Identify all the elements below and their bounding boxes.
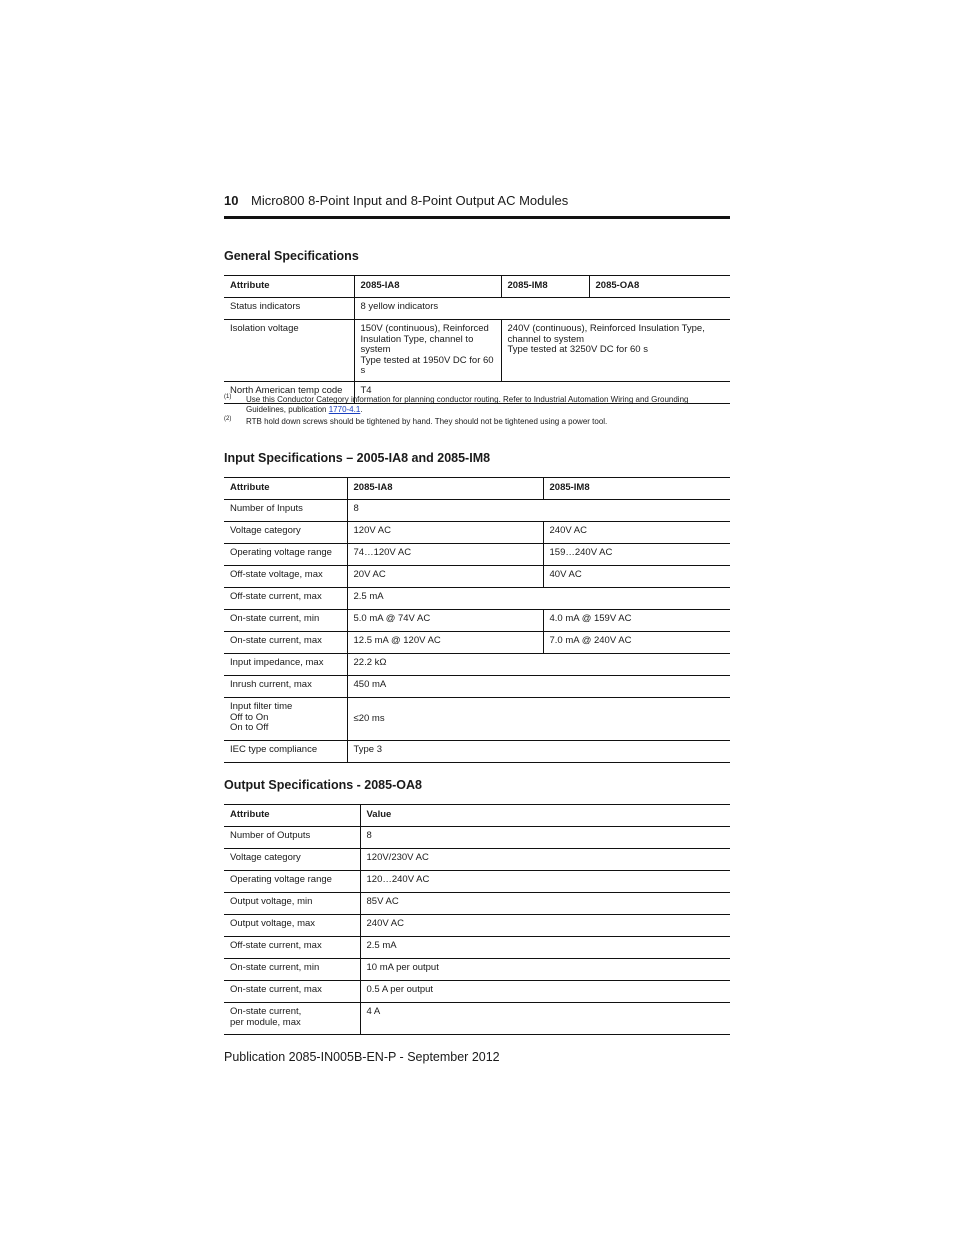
value-cell: 4 A — [360, 1003, 730, 1035]
column-header: 2085-IM8 — [543, 478, 730, 500]
value-cell: 240V AC — [360, 915, 730, 937]
value-cell: 5.0 mA @ 74V AC — [347, 610, 543, 632]
value-cell: ≤20 ms — [347, 698, 730, 741]
footnote — [224, 417, 730, 427]
table-row — [224, 871, 730, 893]
publication-footer: Publication 2085-IN005B-EN-P - September 2012 — [224, 1050, 500, 1064]
column-header: 2085-IM8 — [501, 276, 589, 298]
value-cell: 12.5 mA @ 120V AC — [347, 632, 543, 654]
value-cell: 120V/230V AC — [360, 849, 730, 871]
value-cell: 7.0 mA @ 240V AC — [543, 632, 730, 654]
footnote-mark: (1) — [224, 394, 232, 400]
value-cell: 120V AC — [347, 522, 543, 544]
attribute-cell: Status indicators — [230, 301, 301, 312]
output-specs-body — [224, 827, 730, 1035]
attribute-cell: Operating voltage range — [230, 874, 332, 885]
page-number: 10 — [224, 193, 239, 208]
general-specs-table — [224, 275, 730, 404]
value-cell: 2.5 mA — [360, 937, 730, 959]
input-specs-body — [224, 500, 730, 763]
value-cell: 450 mA — [347, 676, 730, 698]
column-header: 2085-OA8 — [589, 276, 730, 298]
attribute-cell: On-state current, max — [230, 984, 322, 995]
attribute-cell: Number of Inputs — [230, 503, 303, 514]
publication-link[interactable]: 1770-4.1 — [328, 405, 361, 414]
attribute-cell: Number of Outputs — [230, 830, 311, 841]
footnote-text: RTB hold down screws should be tightened by hand. They should not be tightened using a power tool. — [246, 417, 608, 426]
attribute-cell: Output voltage, max — [230, 918, 316, 929]
table-row — [224, 676, 730, 698]
value-cell: 40V AC — [543, 566, 730, 588]
attribute-cell: Voltage category — [230, 525, 301, 536]
value-cell: 85V AC — [360, 893, 730, 915]
value-cell: 10 mA per output — [360, 959, 730, 981]
table-row — [224, 698, 730, 741]
table-row — [224, 298, 730, 320]
attribute-cell: Inrush current, max — [230, 679, 312, 690]
value-cell: 240V AC — [543, 522, 730, 544]
table-row — [224, 849, 730, 871]
attribute-cell: Off-state voltage, max — [230, 569, 323, 580]
attribute-cell: Off-state current, max — [230, 940, 322, 951]
table-row — [224, 827, 730, 849]
value-cell: 74…120V AC — [347, 544, 543, 566]
value-cell: 150V (continuous), Reinforced Insulation Type, channel to system Type tested at 1950V DC for 60 s — [354, 320, 501, 382]
table-row — [224, 320, 730, 382]
table-row — [224, 741, 730, 763]
table-row — [224, 915, 730, 937]
table-header-row — [224, 805, 730, 827]
footnote — [224, 395, 730, 415]
footnote-end: . — [360, 405, 363, 414]
value-cell: Type 3 — [347, 741, 730, 763]
table-row — [224, 566, 730, 588]
table-row — [224, 544, 730, 566]
attribute-cell: Off-state current, max — [230, 591, 322, 602]
table-row — [224, 610, 730, 632]
column-header: Attribute — [230, 482, 270, 493]
column-header: Attribute — [230, 280, 270, 291]
general-specs-title: General Specifications — [224, 249, 359, 263]
value-cell: 20V AC — [347, 566, 543, 588]
attribute-cell: On-state current, max — [230, 635, 322, 646]
attribute-cell: Input filter time Off to On On to Off — [230, 701, 293, 733]
table-header-row — [224, 276, 730, 298]
attribute-cell: Input impedance, max — [230, 657, 324, 668]
footnote-mark: (2) — [224, 416, 232, 422]
value-cell: 4.0 mA @ 159V AC — [543, 610, 730, 632]
table-row — [224, 588, 730, 610]
table-row — [224, 522, 730, 544]
attribute-cell: Operating voltage range — [230, 547, 332, 558]
value-cell: 120…240V AC — [360, 871, 730, 893]
footnotes — [224, 395, 730, 429]
attribute-cell: Output voltage, min — [230, 896, 313, 907]
table-row — [224, 893, 730, 915]
table-row — [224, 500, 730, 522]
value-cell: 2.5 mA — [347, 588, 730, 610]
output-specs-title: Output Specifications - 2085-OA8 — [224, 778, 422, 792]
input-specs-table — [224, 477, 730, 763]
input-specs-title: Input Specifications – 2005-IA8 and 2085-IM8 — [224, 451, 491, 465]
table-row — [224, 981, 730, 1003]
table-row — [224, 937, 730, 959]
output-specs-table — [224, 804, 730, 1035]
value-cell: 22.2 kΩ — [347, 654, 730, 676]
table-header-row — [224, 478, 730, 500]
value-cell: 240V (continuous), Reinforced Insulation Type, channel to system Type tested at 3250V DC for 60 s — [501, 320, 730, 382]
table-row — [224, 959, 730, 981]
table-row — [224, 1003, 730, 1035]
value-cell: 8 — [360, 827, 730, 849]
attribute-cell: North American temp code — [230, 384, 343, 396]
attribute-cell: IEC type compliance — [230, 744, 318, 755]
column-header: 2085-IA8 — [354, 276, 501, 298]
column-header: 2085-IA8 — [347, 478, 543, 500]
footnote-text: Use this Conductor Category information for planning conductor routing. Refer to Industrial Automation Wiring and Grounding Guidelines, publication — [246, 395, 689, 414]
value-cell: 0.5 A per output — [360, 981, 730, 1003]
column-header: Attribute — [230, 809, 270, 820]
value-cell: T4 — [354, 381, 730, 403]
value-cell: 8 — [347, 500, 730, 522]
attribute-cell: On-state current, min — [230, 613, 320, 624]
attribute-cell: On-state current, min — [230, 962, 320, 973]
page-header — [224, 192, 730, 219]
document-title: Micro800 8-Point Input and 8-Point Output AC Modules — [251, 193, 569, 208]
table-row — [224, 632, 730, 654]
value-cell: 8 yellow indicators — [354, 298, 730, 320]
attribute-cell: Voltage category — [230, 852, 301, 863]
column-header: Value — [360, 805, 730, 827]
table-row — [224, 654, 730, 676]
attribute-cell: On-state current, per module, max — [230, 1006, 302, 1028]
value-cell: 159…240V AC — [543, 544, 730, 566]
attribute-cell: Isolation voltage — [230, 323, 299, 334]
